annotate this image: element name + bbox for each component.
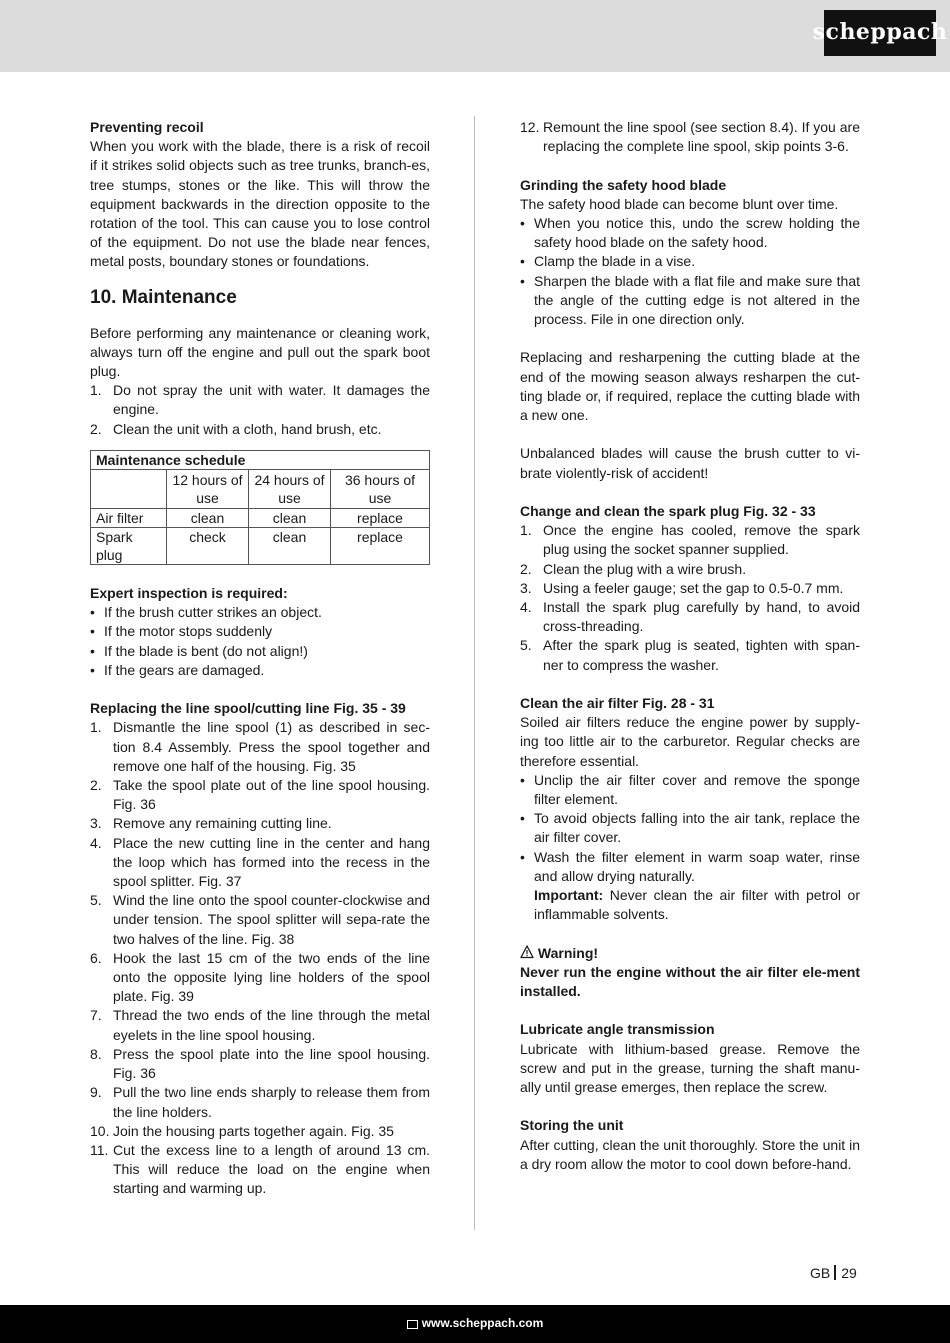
monitor-icon <box>407 1320 418 1329</box>
list-item: • If the motor stops suddenly <box>90 623 273 640</box>
list-item: 1. Do not spray the unit with water. It damages the engine. <box>90 382 430 418</box>
left-column <box>90 118 430 1199</box>
list-item: • Clamp the blade in a vise. <box>520 253 696 270</box>
storing-heading: Storing the unit <box>520 1117 624 1134</box>
list-item: 1. Once the engine has cooled, remove the spark plug using the socket spanner supplied. <box>520 522 860 558</box>
list-item: 3. Remove any remaining cutting line. <box>90 815 332 832</box>
spool-heading: Replacing the line spool/cutting line Fig. 35 - 39 <box>90 700 406 717</box>
list-item: 9. Pull the two line ends sharply to release them from the line holders. <box>90 1084 430 1120</box>
unbalanced-text: Unbalanced blades will cause the brush cutter to vi-brate violently-risk of accident! <box>520 445 860 481</box>
list-item: • If the brush cutter strikes an object. <box>90 604 322 621</box>
spark-plug-heading: Change and clean the spark plug Fig. 32 - 33 <box>520 503 816 519</box>
expert-heading: Expert inspection is required: <box>90 585 288 602</box>
header-bar <box>0 0 950 72</box>
table-caption: Maintenance schedule <box>91 450 430 469</box>
maintenance-title: 10. Maintenance <box>90 286 237 308</box>
list-item: 4. Install the spark plug carefully by hand, to avoid cross-threading. <box>520 599 860 635</box>
maintenance-steps <box>90 381 430 439</box>
list-item: 3. Using a feeler gauge; set the gap to 0.5-0.7 mm. <box>520 579 844 596</box>
table-header: 12 hours of use <box>167 469 249 508</box>
table-cell: replace <box>331 508 430 527</box>
row-label: Spark plug <box>91 527 167 564</box>
table-cell: check <box>167 527 249 564</box>
list-item: 5. Wind the line onto the spool counter-clockwise and under tension. The spool splitter will sepa-rate the two halves of the line. Fig. 38 <box>90 892 430 947</box>
list-item: • When you notice this, undo the screw holding the safety hood blade on the safety hood. <box>520 215 860 251</box>
air-filter-intro: Soiled air filters reduce the engine power by supply-ing too little air to the carburetor. Regular checks are therefore essential. <box>520 714 860 769</box>
footer-bar <box>0 1305 950 1343</box>
list-item: 7. Thread the two ends of the line through the metal eyelets in the line spool housing. <box>90 1007 430 1043</box>
row-label: Air filter <box>91 508 167 527</box>
air-filter-heading: Clean the air filter Fig. 28 - 31 <box>520 695 715 712</box>
list-item: • Unclip the air filter cover and remove the sponge filter element. <box>520 771 860 808</box>
list-item: 8. Press the spool plate into the line spool housing. Fig. 36 <box>90 1045 430 1082</box>
website-link[interactable]: www.scheppach.com <box>421 1316 544 1331</box>
table-cell: clean <box>249 527 331 564</box>
maintenance-schedule-table <box>90 450 430 565</box>
list-item: • To avoid objects falling into the air tank, replace the air filter cover. <box>520 810 860 846</box>
list-item: 12. Remount the line spool (see section 8.4). If you are replacing the complete line spool, skip points 3-6. <box>520 119 860 155</box>
expert-list <box>90 603 430 680</box>
warning-text: Never run the engine without the air filter ele-ment installed. <box>520 963 860 1000</box>
storing-text: After cutting, clean the unit thoroughly. Store the unit in a dry room allow the motor to cool down before-hand. <box>520 1136 860 1172</box>
table-row <box>91 508 430 527</box>
brand-logo: scheppach <box>824 10 936 56</box>
table-cell: clean <box>167 508 249 527</box>
list-item: 2. Clean the plug with a wire brush. <box>520 560 747 577</box>
recoil-text: When you work with the blade, there is a risk of recoil if it strikes solid objects such as tree trunks, branch-es, tree stumps, stones or the like. This will throw the equipment backwards in the direction opposite to the rotation of the tool. This can cause you to lose control of the equipment. Do not use the blade near fences, metal posts, boundary stones or foundations. <box>90 138 430 270</box>
list-item: • If the blade is bent (do not align!) <box>90 642 308 659</box>
grind-list <box>520 214 860 329</box>
spark-plug-steps <box>520 521 860 675</box>
warning-icon <box>520 945 534 959</box>
important-text: Never clean the air filter with petrol or inflammable solvents. <box>534 887 860 923</box>
right-column <box>520 118 860 1174</box>
recoil-heading: Preventing recoil <box>90 119 204 135</box>
list-item: 11. Cut the excess line to a length of around 13 cm. This will reduce the load on the engine when starting and warming up. <box>90 1141 430 1197</box>
grind-intro: The safety hood blade can become blunt over time. <box>520 195 839 212</box>
list-item: 2. Clean the unit with a cloth, hand brush, etc. <box>90 420 382 437</box>
list-item: 10. Join the housing parts together again. Fig. 35 <box>90 1122 394 1139</box>
list-item: 6. Hook the last 15 cm of the two ends of the line onto the opposite lying line holders of the spool plate. Fig. 39 <box>90 949 430 1005</box>
important-label: Important: <box>534 887 604 904</box>
grind-heading: Grinding the safety hood blade <box>520 176 727 193</box>
list-item: 2. Take the spool plate out of the line spool housing. Fig. 36 <box>90 777 430 813</box>
spool-steps <box>90 718 430 1198</box>
maintenance-intro: Before performing any maintenance or cleaning work, always turn off the engine and pull out the spark boot plug. <box>90 324 430 380</box>
list-item: • If the gears are damaged. <box>90 661 265 678</box>
lubricate-text: Lubricate with lithium-based grease. Remove the screw and put in the grease, turning the shaft manu-ally until grease emerges, then replace the screw. <box>520 1040 860 1096</box>
page-number: GB 29 <box>810 1265 857 1281</box>
resharpen-text: Replacing and resharpening the cutting blade at the end of the mowing season always resharpen the cut-ting blade or, if required, replace the cutting blade with a new one. <box>520 349 860 424</box>
table-header: 24 hours of use <box>249 469 331 508</box>
spool-steps-continued <box>520 118 860 156</box>
list-item: • Sharpen the blade with a flat file and make sure that the angle of the cutting edge is not altered in the process. File in one direction only. <box>520 272 860 328</box>
column-divider <box>474 116 475 1230</box>
table-corner <box>91 469 167 508</box>
list-item: 4. Place the new cutting line in the center and hang the loop which has formed into the recess in the spool splitter. Fig. 37 <box>90 834 430 890</box>
lubricate-heading: Lubricate angle transmission <box>520 1021 715 1038</box>
table-cell: replace <box>331 527 430 564</box>
list-item: • Wash the filter element in warm soap water, rinse and allow drying naturally. Important: Never clean the air filter with petrol or inflammable solvents. <box>520 848 860 923</box>
list-item: 5. After the spark plug is seated, tighten with span-ner to compress the washer. <box>520 637 860 673</box>
table-row <box>91 527 430 564</box>
table-cell: clean <box>249 508 331 527</box>
table-header: 36 hours of use <box>331 469 430 508</box>
list-item: 1. Dismantle the line spool (1) as described in sec-tion 8.4 Assembly. Press the spool together and remove one half of the housing. Fig. 35 <box>90 719 430 774</box>
air-filter-list <box>520 771 860 925</box>
warning-heading: Warning! <box>520 944 860 963</box>
